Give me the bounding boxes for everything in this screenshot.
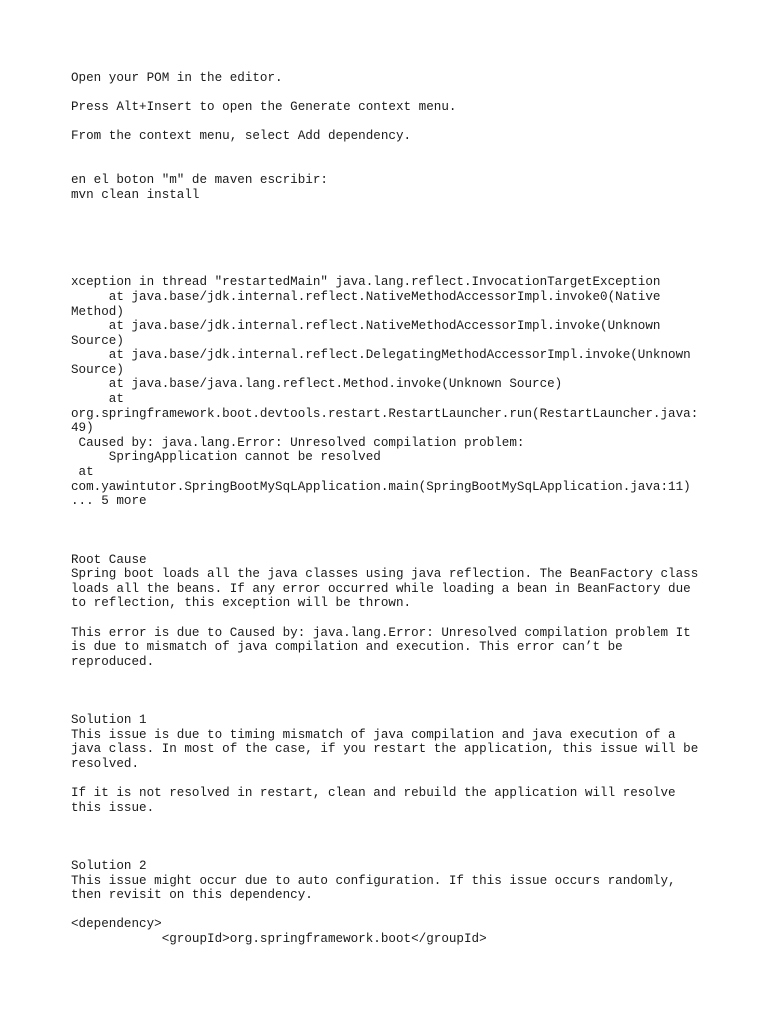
xml-line: <groupId>org.springframework.boot</groupId> [71,932,487,947]
blank-line [71,509,711,524]
blank-line [71,115,711,130]
blank-line [71,830,711,845]
paragraph-line: then revisit on this dependency. [71,888,313,903]
blank-line [71,772,711,787]
stacktrace-line: Source) [71,333,124,348]
paragraph-line: loads all the beans. If any error occurred while loading a bean in BeanFactory due [71,581,691,596]
text-line: From the context menu, select Add dependency. [71,129,412,144]
blank-line [71,699,711,714]
stacktrace-line: Source) [71,362,124,377]
blank-line [71,232,711,247]
paragraph-line: reproduced. [71,654,155,669]
paragraph-line: this issue. [71,800,155,815]
blank-line [71,538,711,553]
stacktrace-line: at java.base/jdk.internal.reflect.NativeMethodAccessorImpl.invoke(Unknown [71,319,661,334]
stacktrace-line: com.yawintutor.SpringBootMySqLApplication.main(SpringBootMySqLApplication.java:11) [71,479,691,494]
stacktrace-line: at java.base/jdk.internal.reflect.DelegatingMethodAccessorImpl.invoke(Unknown [71,348,691,363]
document-body [71,71,711,947]
blank-line [71,86,711,101]
stacktrace-line: 49) [71,421,94,436]
blank-line [71,144,711,159]
blank-line [71,611,711,626]
xml-line: <dependency> [71,917,162,932]
paragraph-line: to reflection, this exception will be thrown. [71,596,412,611]
blank-line [71,159,711,174]
blank-line [71,217,711,232]
text-line: Open your POM in the editor. [71,71,283,85]
blank-line [71,523,711,538]
stacktrace-line: at [71,465,94,480]
paragraph-line: This error is due to Caused by: java.lang.Error: Unresolved compilation problem It [71,625,691,640]
text-line: Press Alt+Insert to open the Generate context menu. [71,100,457,115]
stacktrace-line: ... 5 more [71,494,147,509]
paragraph-line: java class. In most of the case, if you restart the application, this issue will be [71,742,699,757]
stacktrace-line: Caused by: java.lang.Error: Unresolved compilation problem: [71,435,525,450]
paragraph-line: This issue is due to timing mismatch of java compilation and java execution of a [71,727,676,742]
text-line: en el boton "m" de maven escribir: [71,173,328,188]
blank-line [71,844,711,859]
blank-line [71,815,711,830]
paragraph-line: If it is not resolved in restart, clean and rebuild the application will resolve [71,786,676,801]
section-heading-root-cause: Root Cause [71,552,147,567]
blank-line [71,246,711,261]
stacktrace-line: xception in thread "restartedMain" java.lang.reflect.InvocationTargetException [71,275,661,290]
section-heading-solution-1: Solution 1 [71,713,147,728]
stacktrace-line: at [71,392,124,407]
blank-line [71,684,711,699]
blank-line [71,261,711,276]
paragraph-line: This issue might occur due to auto configuration. If this issue occurs randomly, [71,873,676,888]
blank-line [71,669,711,684]
stacktrace-line: at java.base/java.lang.reflect.Method.invoke(Unknown Source) [71,377,563,392]
stacktrace-line: org.springframework.boot.devtools.restart.RestartLauncher.run(RestartLauncher.java: [71,406,699,421]
blank-line [71,903,711,918]
command-line: mvn clean install [71,187,200,202]
stacktrace-line: at java.base/jdk.internal.reflect.NativeMethodAccessorImpl.invoke0(Native [71,289,661,304]
stacktrace-line: SpringApplication cannot be resolved [71,450,381,465]
section-heading-solution-2: Solution 2 [71,859,147,874]
stacktrace-line: Method) [71,304,124,319]
paragraph-line: Spring boot loads all the java classes using java reflection. The BeanFactory class [71,567,699,582]
paragraph-line: resolved. [71,756,140,771]
paragraph-line: is due to mismatch of java compilation and execution. This error can’t be [71,640,623,655]
blank-line [71,202,711,217]
